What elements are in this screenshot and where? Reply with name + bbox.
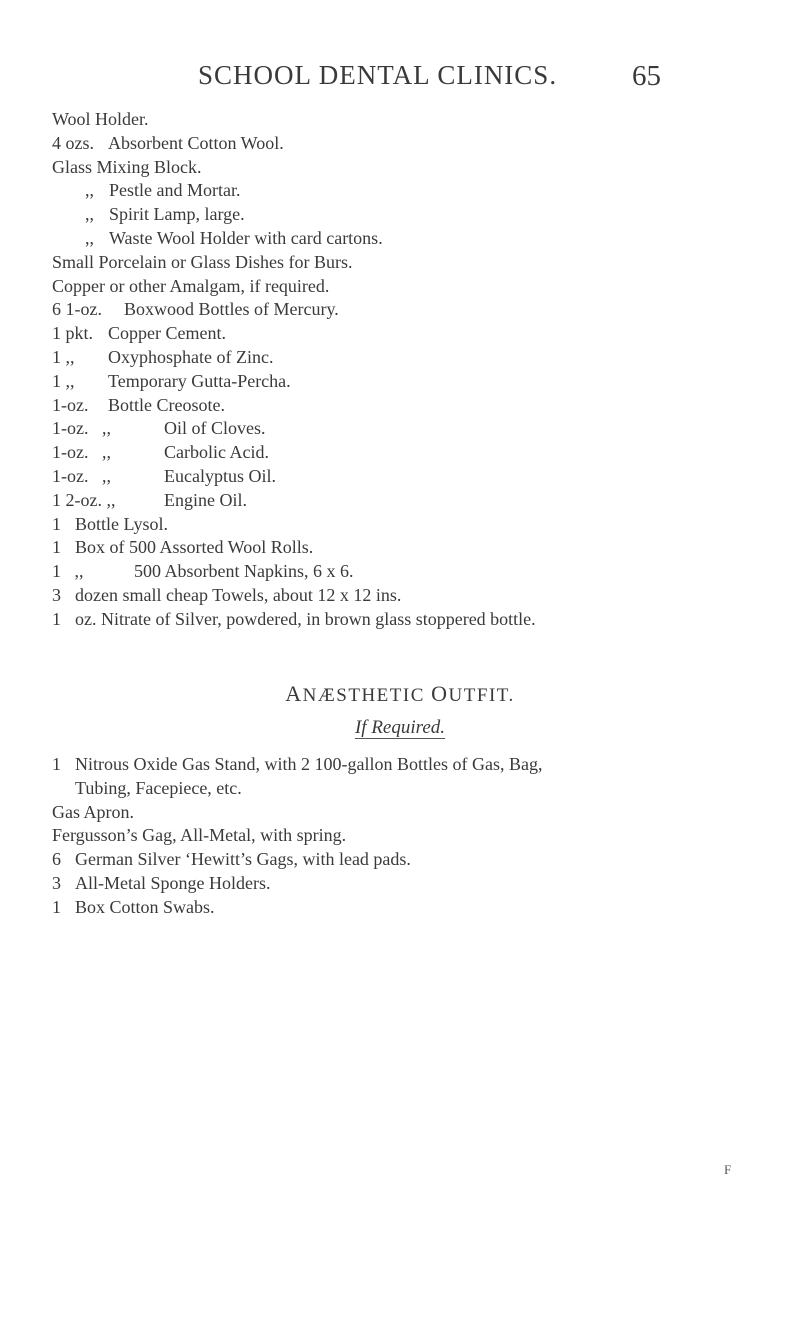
section-heading xyxy=(0,681,800,707)
item-text: Glass Mixing Block. xyxy=(52,156,202,177)
running-head: SCHOOL DENTAL CLINICS. xyxy=(198,60,558,90)
subheading-text: If Required. xyxy=(354,717,446,738)
item-quantity: 4 ozs. xyxy=(52,132,94,153)
item-text: Copper Cement. xyxy=(108,323,226,344)
heading-word-rest-2: UTFIT. xyxy=(448,685,515,706)
item-text: German Silver ‘Hewitt’s Gags, with lead pads. xyxy=(75,849,411,870)
item-text: Bottle Lysol. xyxy=(75,513,169,534)
heading-word-rest: NÆSTHETIC xyxy=(302,685,432,706)
item-text: Wool Holder. xyxy=(52,109,149,129)
item-quantity: 1 2-oz. ,, xyxy=(52,489,116,510)
heading-initial-a: A xyxy=(285,681,303,706)
item-text: Nitrous Oxide Gas Stand, with 2 100-gallon Bottles of Gas, Bag, xyxy=(75,754,543,774)
item-quantity: 6 xyxy=(52,849,61,870)
section-subheading xyxy=(0,717,800,739)
item-text: Small Porcelain or Glass Dishes for Burs. xyxy=(52,251,353,272)
item-quantity: 1 xyxy=(52,513,61,534)
item-quantity: 1-oz. ,, xyxy=(52,418,111,439)
item-text: dozen small cheap Towels, about 12 x 12 ins. xyxy=(75,584,402,605)
item-quantity: 1 ,, xyxy=(52,370,75,391)
ditto-mark: ,, xyxy=(85,227,94,248)
item-quantity: 3 xyxy=(52,584,61,605)
item-text: 500 Absorbent Napkins, 6 x 6. xyxy=(134,561,354,582)
ditto-mark: ,, xyxy=(85,204,94,225)
item-text: oz. Nitrate of Silver, powdered, in brown glass stoppered bottle. xyxy=(75,608,536,629)
signature-mark: F xyxy=(724,1162,732,1177)
item-quantity: 1 xyxy=(52,754,61,774)
item-quantity: 1 xyxy=(52,608,61,629)
item-text: Copper or other Amalgam, if required. xyxy=(52,275,330,296)
item-text: Pestle and Mortar. xyxy=(109,180,241,201)
item-text: Spirit Lamp, large. xyxy=(109,204,245,225)
item-text: Box of 500 Assorted Wool Rolls. xyxy=(75,537,314,558)
item-quantity: 1-oz. xyxy=(52,394,89,415)
item-quantity: 1 pkt. xyxy=(52,323,94,344)
item-text: Eucalyptus Oil. xyxy=(164,465,276,486)
item-text: Absorbent Cotton Wool. xyxy=(108,132,284,153)
item-quantity: 1-oz. ,, xyxy=(52,465,111,486)
heading-initial-o: O xyxy=(431,681,449,706)
item-text: Boxwood Bottles of Mercury. xyxy=(124,299,339,320)
item-text: Temporary Gutta-Percha. xyxy=(108,370,291,391)
item-quantity: 1 ,, xyxy=(52,561,84,582)
item-text: Gas Apron. xyxy=(52,801,134,822)
item-text: Carbolic Acid. xyxy=(164,442,269,463)
page-number: 65 xyxy=(632,60,661,92)
item-text-continuation: Tubing, Facepiece, etc. xyxy=(75,777,242,798)
item-quantity: 6 1-oz. xyxy=(52,299,102,320)
item-text: Engine Oil. xyxy=(164,489,247,510)
item-text: Box Cotton Swabs. xyxy=(75,896,215,917)
item-text: Oil of Cloves. xyxy=(164,418,266,439)
item-quantity: 1-oz. ,, xyxy=(52,442,111,463)
item-quantity: 3 xyxy=(52,872,61,893)
item-text: Oxyphosphate of Zinc. xyxy=(108,346,274,367)
ditto-mark: ,, xyxy=(85,180,94,201)
item-quantity: 1 xyxy=(52,537,61,558)
item-text: Bottle Creosote. xyxy=(108,394,225,415)
item-quantity: 1 xyxy=(52,896,61,917)
item-text: All-Metal Sponge Holders. xyxy=(75,872,271,893)
item-quantity: 1 ,, xyxy=(52,346,75,367)
item-text: Fergusson’s Gag, All-Metal, with spring. xyxy=(52,825,347,846)
item-text: Waste Wool Holder with card cartons. xyxy=(109,227,383,248)
